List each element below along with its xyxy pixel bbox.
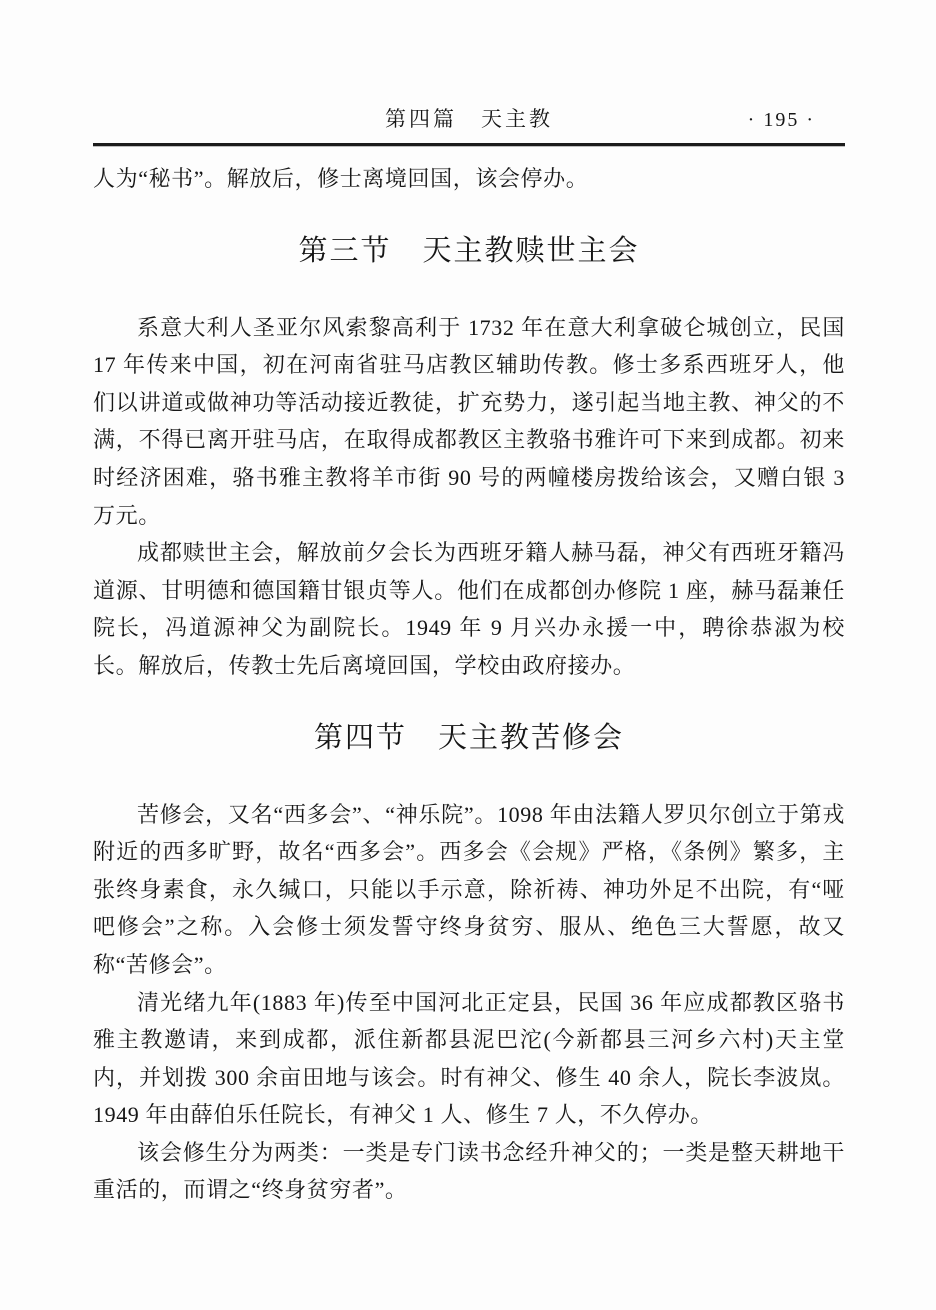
continuation-paragraph: 人为“秘书”。解放后，修士离境回国，该会停办。 — [93, 166, 589, 191]
page-number: · 195 · — [747, 109, 815, 131]
section-title-3: 第三节 天主教赎世主会 — [298, 234, 640, 267]
section-4-paragraph-1: 苦修会，又名“西多会”、“神乐院”。1098 年由法籍人罗贝尔创立于第戎附近的西多旷野，故名“西多会”。西多会《会规》严格，《条例》繁多，主张终身素食，永久缄口，只能以手示意，除祈祷、神功外足不出院，有“哑吧修会”之称。入会修士须发誓守终身贫穷、服从、绝色三大誓愿，故又称“苦修会”。 — [93, 801, 845, 977]
section-4-paragraph-3: 该会修生分为两类：一类是专门读书念经升神父的；一类是整天耕地干重活的，而谓之“终身贫穷者”。 — [93, 1139, 845, 1203]
header-rule-divider — [93, 143, 845, 146]
running-header — [93, 106, 845, 136]
section-title-4: 第四节 天主教苦修会 — [313, 721, 624, 754]
section-3-paragraph-2: 成都赎世主会，解放前夕会长为西班牙籍人赫马磊，神父有西班牙籍冯道源、甘明德和德国籍甘银贞等人。他们在成都创办修院 1 座，赫马磊兼任院长，冯道源神父为副院长。1949 年 9 月兴办永援一中，聘徐恭淑为校长。解放后，传教士先后离境回国，学校由政府接办。 — [93, 540, 845, 678]
section-4-paragraph-2: 清光绪九年(1883 年)传至中国河北正定县，民国 36 年应成都教区骆书雅主教邀请，来到成都，派住新都县泥巴沱(今新都县三河乡六村)天主堂内，并划拨 300 余亩田地与该会。时有神父、修生 40 余人，院长李波岚。1949 年由薛伯乐任院长，有神父 1 人、修生 7 人，不久停办。 — [93, 989, 845, 1128]
running-header-chapter-title: 第四篇 天主教 — [385, 107, 553, 131]
section-3-paragraph-1: 系意大利人圣亚尔风索黎高利于 1732 年在意大利拿破仑城创立，民国 17 年传来中国，初在河南省驻马店教区辅助传教。修士多系西班牙人，他们以讲道或做神功等活动接近教徒，扩充势力，遂引起当地主教、神父的不满，不得已离开驻马店，在取得成都教区主教骆书雅许可下来到成都。初来时经济困难，骆书雅主教将羊市街 90 号的两幢楼房拨给该会，又赠白银 3 万元。 — [93, 314, 845, 528]
